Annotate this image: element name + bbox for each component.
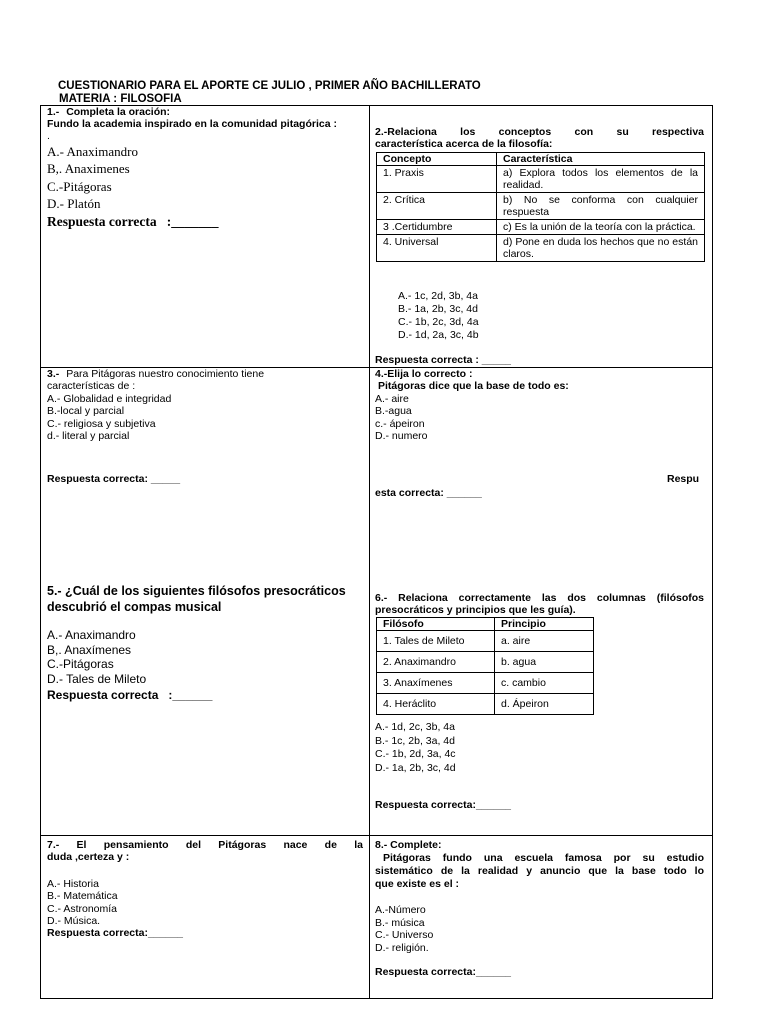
table-row	[377, 166, 705, 193]
q1-heading	[47, 106, 363, 118]
table-row	[377, 220, 705, 235]
q6-philosopher: 3. Anaxímenes	[377, 673, 495, 694]
q6-answer: Respuesta correcta:______	[375, 799, 511, 811]
q8-prompt-line1: Pitágoras fundo una escuela famosa por su estudio	[383, 852, 704, 864]
q6-prompt-line2: presocráticos y principios que les guía).	[375, 604, 576, 617]
q5-prompt-line1: 5.- ¿Cuál de los siguientes filósofos presocráticos	[47, 584, 346, 598]
q8-prompt-line3: que existe es el :	[375, 878, 460, 890]
q6-philosopher: 4. Heráclito	[377, 694, 495, 715]
q6-principle: d. Ápeiron	[495, 694, 594, 715]
q1-options	[47, 143, 363, 213]
q6-philosopher: 1. Tales de Mileto	[377, 631, 495, 652]
q8-option: B.- música	[375, 916, 425, 929]
q3-number: 3.-	[47, 368, 60, 380]
q3-option: B.-local y parcial	[47, 405, 125, 418]
q2-concept: 1. Praxis	[377, 166, 497, 193]
q2-prompt-line2: característica acerca de la filosofía:	[375, 138, 553, 151]
q1-option: D.- Platón	[47, 196, 101, 212]
q2-characteristic: a) Explora todos los elementos de la realidad.	[497, 166, 705, 193]
table-row	[377, 193, 705, 220]
q2-characteristic: b) No se conforma con cualquier respuesta	[497, 193, 705, 220]
q3-prompt-line2: características de :	[47, 380, 136, 393]
q1-number: 1.-	[47, 106, 60, 118]
q3-option: A.- Globalidad e integridad	[47, 392, 172, 405]
q2-concept: 3 .Certidumbre	[377, 220, 497, 235]
q3-option: C.- religiosa y subjetiva	[47, 417, 156, 430]
question-3	[47, 368, 363, 442]
q7-answer: Respuesta correcta:______	[47, 927, 183, 940]
q1-option: A.- Anaximandro	[47, 143, 138, 159]
q2-characteristic: c) Es la unión de la teoría con la práctica.	[497, 220, 705, 235]
q2-prompt-line1: 2.-Relaciona los conceptos con su respectiva	[375, 126, 704, 138]
grid-line	[369, 105, 370, 999]
document-subject: MATERIA : FILOSOFIA	[59, 93, 182, 105]
grid-line	[40, 998, 713, 999]
q2-option: D.- 1d, 2a, 3c, 4b	[398, 329, 479, 341]
table-header-row	[377, 618, 594, 631]
q5-options	[47, 628, 146, 686]
q2-concept: 2. Crítica	[377, 193, 497, 220]
q7-option: B.- Matemática	[47, 890, 118, 903]
q7-prompt-line2: duda ,certeza y :	[47, 851, 130, 864]
q2-option: A.- 1c, 2d, 3b, 4a	[398, 290, 478, 302]
q7-option: C.- Astronomía	[47, 902, 118, 915]
q7-prompt-line1: 7.- El pensamiento del Pitágoras nace de la	[47, 839, 363, 851]
q6-header-filosofo: Filósofo	[377, 618, 495, 631]
q2-characteristic: d) Pone en duda los hechos que no están claros.	[497, 235, 705, 262]
q4-title: 4.-Elija lo correcto :	[375, 368, 473, 380]
q1-option: C.-Pitágoras	[47, 178, 112, 194]
q4-option: D.- numero	[375, 430, 428, 443]
q6-header-principio: Principio	[495, 618, 594, 631]
q8-answer: Respuesta correcta:______	[375, 966, 511, 978]
q4-option: c.- ápeiron	[375, 417, 425, 430]
q5-prompt-line2: descubrió el compas musical	[47, 599, 222, 614]
document-header	[58, 80, 481, 106]
q1-title: Completa la oración:	[66, 106, 171, 118]
q4-answer-part2: esta correcta: ______	[375, 487, 482, 499]
table-row	[377, 235, 705, 262]
q1-prompt: Fundo la academia inspirado en la comunidad pitagórica :	[47, 118, 337, 131]
q8-title: 8.- Complete:	[375, 839, 442, 851]
q2-concept: 4. Universal	[377, 235, 497, 262]
q2-answer: Respuesta correcta : _____	[375, 354, 511, 366]
table-row	[377, 694, 594, 715]
document-title: CUESTIONARIO PARA EL APORTE CE JULIO , PRIMER AÑO BACHILLERATO	[58, 80, 481, 92]
q6-option: A.- 1d, 2c, 3b, 4a	[375, 721, 455, 733]
table-header-row	[377, 153, 705, 166]
q4-answer-part1: Respu	[667, 473, 700, 485]
q2-header-concepto: Concepto	[377, 153, 497, 166]
q2-option: C.- 1b, 2c, 3d, 4a	[398, 316, 479, 328]
q2-options	[398, 290, 479, 342]
q5-option: B,. Anaxímenes	[47, 642, 132, 657]
q7-option: D.- Música.	[47, 915, 101, 928]
q8-prompt-line2: sistemático de la realidad y anuncio que la base todo lo	[375, 865, 704, 877]
q6-table	[376, 617, 594, 715]
question-7	[47, 839, 363, 940]
q8-option: C.- Universo	[375, 929, 434, 941]
q3-prompt-line1	[47, 368, 363, 380]
q5-answer: Respuesta correcta :______	[47, 688, 213, 702]
q6-option: B.- 1c, 2b, 3a, 4d	[375, 734, 455, 747]
q4-prompt: Pitágoras dice que la base de todo es:	[378, 380, 569, 393]
table-row	[377, 631, 594, 652]
q3-prompt-text: Para Pitágoras nuestro conocimiento tiene	[66, 368, 265, 380]
q4-option: B.-agua	[375, 405, 412, 418]
q6-philosopher: 2. Anaximandro	[377, 652, 495, 673]
q6-option: C.- 1b, 2d, 3a, 4c	[375, 748, 456, 760]
grid-line	[40, 835, 713, 836]
q1-dot: .	[47, 129, 50, 142]
table-row	[377, 652, 594, 673]
table-row	[377, 673, 594, 694]
q2-header-caracteristica: Característica	[497, 153, 705, 166]
question-5-prompt	[47, 584, 346, 615]
grid-line	[712, 105, 713, 999]
q4-option: A.- aire	[375, 392, 409, 405]
q6-option: D.- 1a, 2b, 3c, 4d	[375, 761, 456, 774]
grid-line	[40, 105, 41, 999]
q1-answer: Respuesta correcta :_______	[47, 213, 219, 229]
q6-principle: a. aire	[495, 631, 594, 652]
question-2-prompt	[375, 126, 704, 151]
question-4	[375, 368, 704, 442]
q5-option: A.- Anaximandro	[47, 628, 136, 642]
q2-table	[376, 152, 705, 262]
q6-options	[375, 721, 456, 775]
q1-option: B,. Anaximenes	[47, 161, 130, 177]
q5-option: C.-Pitágoras	[47, 657, 114, 671]
question-1	[47, 106, 363, 230]
q8-option: D.- religión.	[375, 941, 429, 954]
q2-option: B.- 1a, 2b, 3c, 4d	[398, 303, 478, 315]
q5-option: D.- Tales de Mileto	[47, 671, 147, 686]
q6-prompt-line1: 6.- Relaciona correctamente las dos columnas (filósofos	[375, 592, 704, 604]
q3-answer: Respuesta correcta: _____	[47, 473, 181, 485]
question-6-prompt	[375, 592, 704, 617]
q8-option: A.-Número	[375, 904, 426, 916]
q7-option: A.- Historia	[47, 877, 99, 890]
question-8	[375, 839, 704, 979]
q6-principle: c. cambio	[495, 673, 594, 694]
q3-option: d.- literal y parcial	[47, 430, 130, 443]
q6-principle: b. agua	[495, 652, 594, 673]
